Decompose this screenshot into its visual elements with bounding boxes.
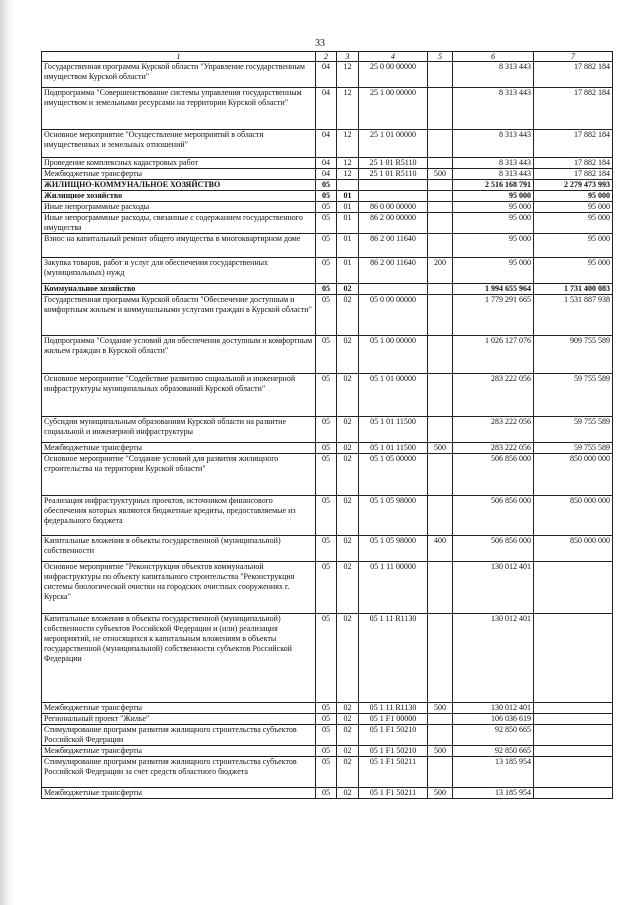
target-article-code: 05 1 F1 00000 bbox=[359, 714, 428, 725]
table-row bbox=[42, 130, 613, 158]
expense-type-code: 500 bbox=[428, 703, 453, 714]
budget-table bbox=[41, 51, 613, 799]
table-row bbox=[42, 454, 613, 496]
table-row bbox=[42, 725, 613, 746]
row-name: Жилищное хозяйство bbox=[42, 191, 316, 202]
row-name: Межбюджетные трансферты bbox=[42, 443, 316, 454]
expense-type-code bbox=[428, 757, 453, 788]
amount-year-2: 17 882 184 bbox=[534, 62, 613, 88]
target-article-code: 25 1 00 00000 bbox=[359, 88, 428, 130]
amount-year-1: 8 313 443 bbox=[453, 158, 534, 169]
amount-year-1: 283 222 056 bbox=[453, 417, 534, 443]
section-code: 05 bbox=[316, 191, 337, 202]
subsection-code: 02 bbox=[337, 454, 359, 496]
target-article-code: 86 2 00 00000 bbox=[359, 213, 428, 234]
target-article-code: 25 1 01 00000 bbox=[359, 130, 428, 158]
section-code: 04 bbox=[316, 130, 337, 158]
subsection-code: 01 bbox=[337, 202, 359, 213]
section-code: 04 bbox=[316, 62, 337, 88]
expense-type-code bbox=[428, 234, 453, 258]
section-code: 04 bbox=[316, 158, 337, 169]
table-row bbox=[42, 714, 613, 725]
expense-type-code bbox=[428, 374, 453, 417]
target-article-code: 05 1 F1 50210 bbox=[359, 725, 428, 746]
row-name: Подпрограмма "Создание условий для обеспечения доступным и комфортным жильем граждан в Курской области" bbox=[42, 336, 316, 374]
subsection-code: 01 bbox=[337, 213, 359, 234]
row-name: Иные непрограммные расходы, связанные с содержанием государственного имущества bbox=[42, 213, 316, 234]
column-number: 7 bbox=[534, 52, 613, 62]
amount-year-1: 13 185 954 bbox=[453, 788, 534, 799]
target-article-code: 25 1 01 R5110 bbox=[359, 158, 428, 169]
subsection-code: 02 bbox=[337, 295, 359, 336]
amount-year-2 bbox=[534, 703, 613, 714]
row-name: Основное мероприятие "Содействие развитию социальной и инженерной инфраструктуры муниципальных образований Курской области" bbox=[42, 374, 316, 417]
expense-type-code bbox=[428, 417, 453, 443]
section-code: 05 bbox=[316, 295, 337, 336]
amount-year-1: 130 012 401 bbox=[453, 614, 534, 703]
page-number: 33 bbox=[315, 38, 325, 49]
amount-year-2 bbox=[534, 714, 613, 725]
amount-year-1: 8 313 443 bbox=[453, 62, 534, 88]
amount-year-2: 17 882 184 bbox=[534, 130, 613, 158]
amount-year-2: 850 000 000 bbox=[534, 454, 613, 496]
subsection-code: 01 bbox=[337, 191, 359, 202]
subsection-code: 12 bbox=[337, 130, 359, 158]
section-code: 05 bbox=[316, 703, 337, 714]
table-row bbox=[42, 562, 613, 614]
subsection-code: 12 bbox=[337, 62, 359, 88]
target-article-code: 25 0 00 00000 bbox=[359, 62, 428, 88]
amount-year-2 bbox=[534, 614, 613, 703]
target-article-code: 05 1 05 98000 bbox=[359, 536, 428, 562]
row-name: Закупка товаров, работ и услуг для обеспечения государственных (муниципальных) нужд bbox=[42, 258, 316, 284]
amount-year-2: 59 755 589 bbox=[534, 443, 613, 454]
subsection-code: 01 bbox=[337, 234, 359, 258]
section-code: 05 bbox=[316, 336, 337, 374]
row-name: Проведение комплексных кадастровых работ bbox=[42, 158, 316, 169]
subsection-code: 02 bbox=[337, 788, 359, 799]
amount-year-1: 283 222 056 bbox=[453, 374, 534, 417]
expense-type-code bbox=[428, 88, 453, 130]
expense-type-code: 500 bbox=[428, 443, 453, 454]
expense-type-code bbox=[428, 496, 453, 536]
section-code: 05 bbox=[316, 536, 337, 562]
target-article-code bbox=[359, 180, 428, 191]
target-article-code: 05 1 F1 50211 bbox=[359, 757, 428, 788]
expense-type-code bbox=[428, 614, 453, 703]
table-row bbox=[42, 191, 613, 202]
subsection-code: 02 bbox=[337, 703, 359, 714]
amount-year-1: 92 850 665 bbox=[453, 746, 534, 757]
row-name: Межбюджетные трансферты bbox=[42, 788, 316, 799]
amount-year-2: 95 000 bbox=[534, 234, 613, 258]
section-code: 05 bbox=[316, 714, 337, 725]
row-name: Субсидии муниципальным образованиям Курской области на развитие социальной и инженерной инфраструктуры bbox=[42, 417, 316, 443]
amount-year-1: 506 856 000 bbox=[453, 454, 534, 496]
amount-year-2: 59 755 589 bbox=[534, 374, 613, 417]
amount-year-2: 95 000 bbox=[534, 213, 613, 234]
row-name: Коммунальное хозяйство bbox=[42, 284, 316, 295]
table-row bbox=[42, 703, 613, 714]
target-article-code: 05 0 00 00000 bbox=[359, 295, 428, 336]
target-article-code: 05 1 05 98000 bbox=[359, 496, 428, 536]
column-number: 6 bbox=[453, 52, 534, 62]
subsection-code: 12 bbox=[337, 158, 359, 169]
row-name: ЖИЛИЩНО-КОММУНАЛЬНОЕ ХОЗЯЙСТВО bbox=[42, 180, 316, 191]
row-name: Региональный проект "Жилье" bbox=[42, 714, 316, 725]
subsection-code: 02 bbox=[337, 443, 359, 454]
amount-year-2: 59 755 589 bbox=[534, 417, 613, 443]
row-name: Иные непрограммные расходы bbox=[42, 202, 316, 213]
section-code: 04 bbox=[316, 169, 337, 180]
table-row bbox=[42, 202, 613, 213]
amount-year-2: 95 000 bbox=[534, 258, 613, 284]
amount-year-1: 95 000 bbox=[453, 234, 534, 258]
section-code: 05 bbox=[316, 443, 337, 454]
table-row bbox=[42, 295, 613, 336]
subsection-code: 02 bbox=[337, 757, 359, 788]
expense-type-code bbox=[428, 180, 453, 191]
section-code: 05 bbox=[316, 496, 337, 536]
subsection-code: 02 bbox=[337, 336, 359, 374]
table-row bbox=[42, 158, 613, 169]
section-code: 05 bbox=[316, 374, 337, 417]
subsection-code: 02 bbox=[337, 536, 359, 562]
subsection-code: 02 bbox=[337, 284, 359, 295]
amount-year-1: 1 779 291 665 bbox=[453, 295, 534, 336]
row-name: Основное мероприятие "Осуществление мероприятий в области имущественных и земельных отношений" bbox=[42, 130, 316, 158]
amount-year-2: 95 000 bbox=[534, 202, 613, 213]
row-name: Межбюджетные трансферты bbox=[42, 746, 316, 757]
amount-year-1: 2 516 168 791 bbox=[453, 180, 534, 191]
subsection-code: 02 bbox=[337, 496, 359, 536]
amount-year-1: 1 026 127 076 bbox=[453, 336, 534, 374]
row-name: Межбюджетные трансферты bbox=[42, 703, 316, 714]
row-name: Взнос на капитальный ремонт общего имущества в многоквартирном доме bbox=[42, 234, 316, 258]
subsection-code: 02 bbox=[337, 714, 359, 725]
expense-type-code bbox=[428, 130, 453, 158]
column-number: 5 bbox=[428, 52, 453, 62]
amount-year-2: 909 755 589 bbox=[534, 336, 613, 374]
amount-year-1: 95 000 bbox=[453, 191, 534, 202]
row-name: Основное мероприятие "Реконструкция объектов коммунальной инфраструктуры по объекту капитального строительства "Реконструкция системы биологической очистки на городских очистных сооружениях г. Курска" bbox=[42, 562, 316, 614]
amount-year-1: 8 313 443 bbox=[453, 130, 534, 158]
table-row bbox=[42, 258, 613, 284]
table-row bbox=[42, 536, 613, 562]
amount-year-2: 850 000 000 bbox=[534, 496, 613, 536]
row-name: Реализация инфраструктурных проектов, источником финансового обеспечения которых являются бюджетные кредиты, предоставляемые из федерального бюджета bbox=[42, 496, 316, 536]
amount-year-1: 130 012 401 bbox=[453, 703, 534, 714]
section-code: 05 bbox=[316, 757, 337, 788]
subsection-code: 02 bbox=[337, 746, 359, 757]
amount-year-1: 95 000 bbox=[453, 258, 534, 284]
subsection-code: 02 bbox=[337, 562, 359, 614]
section-code: 05 bbox=[316, 562, 337, 614]
expense-type-code bbox=[428, 202, 453, 213]
subsection-code: 02 bbox=[337, 417, 359, 443]
expense-type-code bbox=[428, 191, 453, 202]
target-article-code: 05 1 00 00000 bbox=[359, 336, 428, 374]
column-number-row bbox=[42, 52, 613, 62]
amount-year-2: 17 882 184 bbox=[534, 169, 613, 180]
row-name: Стимулирование программ развития жилищного строительства субъектов Российской Федерации за счет средств областного бюджета bbox=[42, 757, 316, 788]
amount-year-2: 17 882 184 bbox=[534, 88, 613, 130]
section-code: 05 bbox=[316, 454, 337, 496]
table-row bbox=[42, 614, 613, 703]
table-row bbox=[42, 374, 613, 417]
amount-year-2: 1 731 400 083 bbox=[534, 284, 613, 295]
section-code: 05 bbox=[316, 614, 337, 703]
target-article-code: 25 1 01 R5110 bbox=[359, 169, 428, 180]
table-row bbox=[42, 788, 613, 799]
section-code: 05 bbox=[316, 725, 337, 746]
expense-type-code bbox=[428, 213, 453, 234]
amount-year-2 bbox=[534, 746, 613, 757]
amount-year-2 bbox=[534, 562, 613, 614]
table-row bbox=[42, 336, 613, 374]
target-article-code bbox=[359, 191, 428, 202]
expense-type-code: 200 bbox=[428, 258, 453, 284]
amount-year-1: 130 012 401 bbox=[453, 562, 534, 614]
section-code: 05 bbox=[316, 284, 337, 295]
column-number: 4 bbox=[359, 52, 428, 62]
amount-year-1: 95 000 bbox=[453, 213, 534, 234]
column-number: 3 bbox=[337, 52, 359, 62]
amount-year-2: 1 531 887 938 bbox=[534, 295, 613, 336]
subsection-code: 01 bbox=[337, 258, 359, 284]
table-row bbox=[42, 169, 613, 180]
subsection-code: 02 bbox=[337, 374, 359, 417]
amount-year-1: 8 313 443 bbox=[453, 88, 534, 130]
amount-year-2 bbox=[534, 788, 613, 799]
section-code: 05 bbox=[316, 234, 337, 258]
section-code: 04 bbox=[316, 88, 337, 130]
column-number: 2 bbox=[316, 52, 337, 62]
amount-year-1: 106 036 619 bbox=[453, 714, 534, 725]
row-name: Стимулирование программ развития жилищного строительства субъектов Российской Федерации bbox=[42, 725, 316, 746]
table-row bbox=[42, 757, 613, 788]
target-article-code: 05 1 01 11500 bbox=[359, 417, 428, 443]
target-article-code: 05 1 05 00000 bbox=[359, 454, 428, 496]
table-row bbox=[42, 284, 613, 295]
target-article-code: 86 2 00 11640 bbox=[359, 234, 428, 258]
expense-type-code: 400 bbox=[428, 536, 453, 562]
table-row bbox=[42, 62, 613, 88]
section-code: 05 bbox=[316, 417, 337, 443]
amount-year-2: 2 279 473 993 bbox=[534, 180, 613, 191]
expense-type-code bbox=[428, 284, 453, 295]
subsection-code: 02 bbox=[337, 725, 359, 746]
expense-type-code bbox=[428, 562, 453, 614]
table-row bbox=[42, 417, 613, 443]
amount-year-2: 95 000 bbox=[534, 191, 613, 202]
amount-year-1: 92 850 665 bbox=[453, 725, 534, 746]
section-code: 05 bbox=[316, 258, 337, 284]
scan-edge-shadow bbox=[0, 0, 14, 905]
table-row bbox=[42, 746, 613, 757]
expense-type-code bbox=[428, 158, 453, 169]
amount-year-1: 506 856 000 bbox=[453, 496, 534, 536]
column-number: 1 bbox=[42, 52, 316, 62]
expense-type-code: 500 bbox=[428, 746, 453, 757]
row-name: Капитальные вложения в объекты государственной (муниципальной) собственности субъектов Российской Федерации и (или) реализация мероприятий, не относящихся к капитальным вложениям в объекты государственной (муниципальной) собственности субъектов Российской Федерации bbox=[42, 614, 316, 703]
table-row bbox=[42, 180, 613, 191]
expense-type-code bbox=[428, 295, 453, 336]
amount-year-2 bbox=[534, 757, 613, 788]
section-code: 05 bbox=[316, 746, 337, 757]
row-name: Капитальные вложения в объекты государственной (муниципальной) собственности bbox=[42, 536, 316, 562]
target-article-code: 86 0 00 00000 bbox=[359, 202, 428, 213]
table-row bbox=[42, 443, 613, 454]
amount-year-2: 850 000 000 bbox=[534, 536, 613, 562]
amount-year-2 bbox=[534, 725, 613, 746]
table-row bbox=[42, 88, 613, 130]
amount-year-1: 506 856 000 bbox=[453, 536, 534, 562]
target-article-code: 05 1 01 11500 bbox=[359, 443, 428, 454]
subsection-code: 12 bbox=[337, 88, 359, 130]
section-code: 05 bbox=[316, 213, 337, 234]
row-name: Основное мероприятие "Создание условий для развития жилищного строительства на территории Курской области" bbox=[42, 454, 316, 496]
target-article-code: 05 1 11 00000 bbox=[359, 562, 428, 614]
section-code: 05 bbox=[316, 180, 337, 191]
target-article-code: 86 2 00 11640 bbox=[359, 258, 428, 284]
row-name: Подпрограмма "Совершенствование системы управления государственным имуществом и земельными ресурсами на территории Курской области" bbox=[42, 88, 316, 130]
amount-year-1: 13 185 954 bbox=[453, 757, 534, 788]
target-article-code: 05 1 01 00000 bbox=[359, 374, 428, 417]
table-row bbox=[42, 213, 613, 234]
target-article-code: 05 1 F1 50210 bbox=[359, 746, 428, 757]
amount-year-1: 8 313 443 bbox=[453, 169, 534, 180]
target-article-code: 05 1 F1 50211 bbox=[359, 788, 428, 799]
expense-type-code: 500 bbox=[428, 169, 453, 180]
subsection-code: 02 bbox=[337, 614, 359, 703]
amount-year-1: 283 222 056 bbox=[453, 443, 534, 454]
row-name: Межбюджетные трансферты bbox=[42, 169, 316, 180]
amount-year-1: 95 000 bbox=[453, 202, 534, 213]
target-article-code: 05 1 11 R1130 bbox=[359, 614, 428, 703]
target-article-code: 05 1 11 R1130 bbox=[359, 703, 428, 714]
section-code: 05 bbox=[316, 788, 337, 799]
expense-type-code: 500 bbox=[428, 788, 453, 799]
expense-type-code bbox=[428, 62, 453, 88]
amount-year-1: 1 994 655 964 bbox=[453, 284, 534, 295]
expense-type-code bbox=[428, 714, 453, 725]
expense-type-code bbox=[428, 454, 453, 496]
amount-year-2: 17 882 184 bbox=[534, 158, 613, 169]
subsection-code: 12 bbox=[337, 169, 359, 180]
table-row bbox=[42, 234, 613, 258]
expense-type-code bbox=[428, 336, 453, 374]
subsection-code bbox=[337, 180, 359, 191]
row-name: Государственная программа Курской области "Обеспечение доступным и комфортным жильем и коммунальными услугами граждан в Курской области" bbox=[42, 295, 316, 336]
table-row bbox=[42, 496, 613, 536]
row-name: Государственная программа Курской области "Управление государственным имуществом Курской области" bbox=[42, 62, 316, 88]
expense-type-code bbox=[428, 725, 453, 746]
section-code: 05 bbox=[316, 202, 337, 213]
target-article-code bbox=[359, 284, 428, 295]
